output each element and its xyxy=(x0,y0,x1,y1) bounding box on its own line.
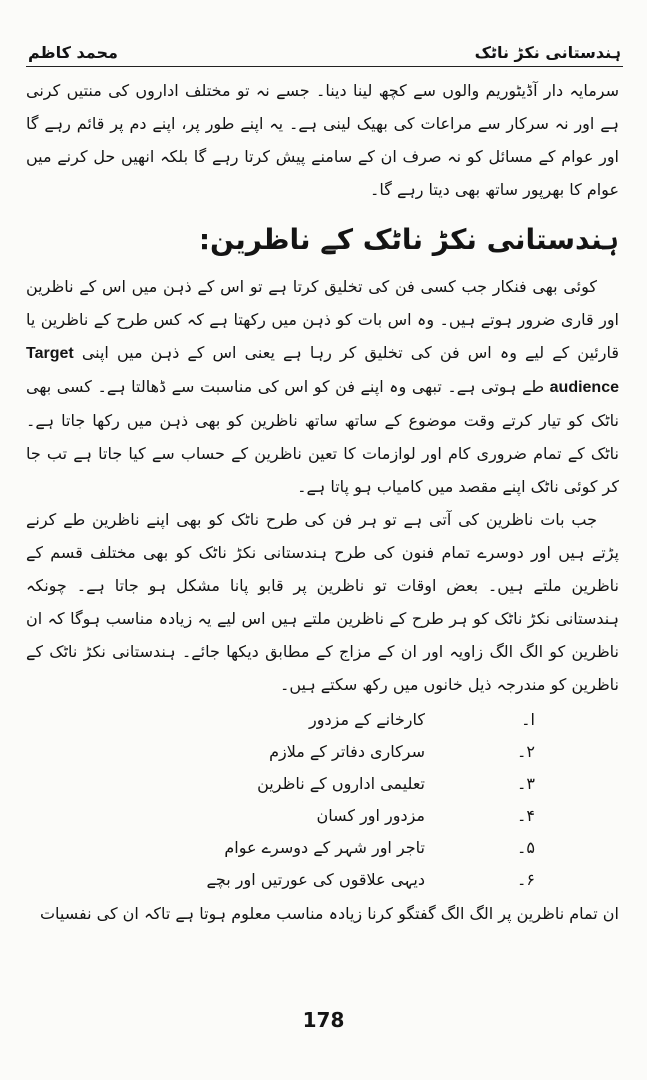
list-item xyxy=(26,863,619,895)
list-item-number: ۵۔ xyxy=(517,837,535,857)
list-item-number: ۴۔ xyxy=(517,805,535,825)
target-audience-term: Target audience xyxy=(26,345,619,396)
list-item-text: مزدور اور کسان xyxy=(316,805,425,825)
intro-paragraph: سرمایہ دار آڈیٹوریم والوں سے کچھ لینا دینا۔ جسے نہ تو مختلف اداروں کی منتیں کرنی ہے اور نہ سرکار سے مراعات کی بھیک لینی ہے۔ یہ اپنے طور پر، اپنے دم پر قائم رہے گا اور عوام کے مسائل کو نہ صرف ان کے سامنے پیش کرتا رہے گا بلکہ انھیں حل کرنے میں عوام کا بھرپور ساتھ بھی دیتا رہے گا۔ xyxy=(26,81,619,199)
paragraph-2: جب بات ناظرین کی آتی ہے تو ہر فن کی طرح ناٹک کو بھی اپنے ناظرین طے کرنے پڑتے ہیں اور دوسرے تمام فنون کی طرح ہندستانی نکڑ ناٹک کو بھی مختلف قسم کے ناظرین ملتے ہیں۔ بعض اوقات تو ناظرین پر قابو پانا مشکل ہو جاتا ہے۔ چونکہ ہندستانی نکڑ ناٹک کو ہر طرح کے ناظرین ملتے ہیں اس لیے یہ زیادہ مناسب ہوگا کہ ان ناظرین کو الگ الگ زاویہ اور ان کے مزاج کے مطابق دیکھا جائے۔ ہندستانی نکڑ ناٹک کے ناظرین کو مندرجہ ذیل خانوں میں رکھ سکتے ہیں۔ xyxy=(26,510,619,694)
list-item-number: ا۔ xyxy=(521,709,535,729)
list-item-number: ۲۔ xyxy=(517,741,535,761)
audience-list xyxy=(26,703,619,895)
list-item-number: ۳۔ xyxy=(517,773,535,793)
paragraph-1-part-2: طے ہوتی ہے۔ تبھی وہ اپنے فن کو اس کی مناسبت سے ڈھالتا ہے۔ کسی بھی ناٹک کو تیار کرتے وقت موضوع کے ساتھ ساتھ ناظرین کو بھی ذہن میں رکھا جاتا ہے۔ ناٹک کے تمام ضروری کام اور لوازمات کا تعین ناظرین کے حساب سے کیا جاتا ہے تب جا کر کوئی ناٹک اپنے مقصد میں کامیاب ہو پاتا ہے۔ xyxy=(26,377,619,496)
list-item xyxy=(26,799,619,831)
paragraph-1-part-1: کوئی بھی فنکار جب کسی فن کی تخلیق کرتا ہے تو اس کے ذہن میں اس کے ناظرین اور قاری ضرور ہوتے ہیں۔ وہ اس بات کو ذہن میں رکھتا ہے کہ کس طرح کے ناظرین یا قارئین کے لیے وہ اس فن کی تخلیق کر رہا ہے یعنی اس کے ذہن میں اپنی xyxy=(26,277,619,362)
list-item xyxy=(26,735,619,767)
section-heading: ہندستانی نکڑ ناٹک کے ناظرین: xyxy=(198,223,619,256)
list-item-text: دیہی علاقوں کی عورتیں اور بچے xyxy=(206,869,425,889)
list-item-text: تاجر اور شہر کے دوسرے عوام xyxy=(224,837,425,857)
paragraph-1 xyxy=(26,270,619,503)
closing-line: ان تمام ناظرین پر الگ الگ گفتگو کرنا زیادہ مناسب معلوم ہوتا ہے تاکہ ان کی نفسیات xyxy=(39,904,619,923)
header-rule xyxy=(26,66,623,67)
page-body xyxy=(26,74,619,930)
list-item-text: سرکاری دفاتر کے ملازم xyxy=(269,741,425,761)
author-name: محمد کاظم xyxy=(28,42,118,62)
list-item xyxy=(26,831,619,863)
book-title: ہندستانی نکڑ ناٹک xyxy=(474,42,621,62)
list-item-number: ۶۔ xyxy=(517,869,535,889)
running-header xyxy=(28,38,621,66)
list-item-text: کارخانے کے مزدور xyxy=(309,709,425,729)
list-item xyxy=(26,703,619,735)
list-item-text: تعلیمی اداروں کے ناظرین xyxy=(257,773,425,793)
list-item xyxy=(26,767,619,799)
page-number: 178 xyxy=(302,1008,345,1032)
